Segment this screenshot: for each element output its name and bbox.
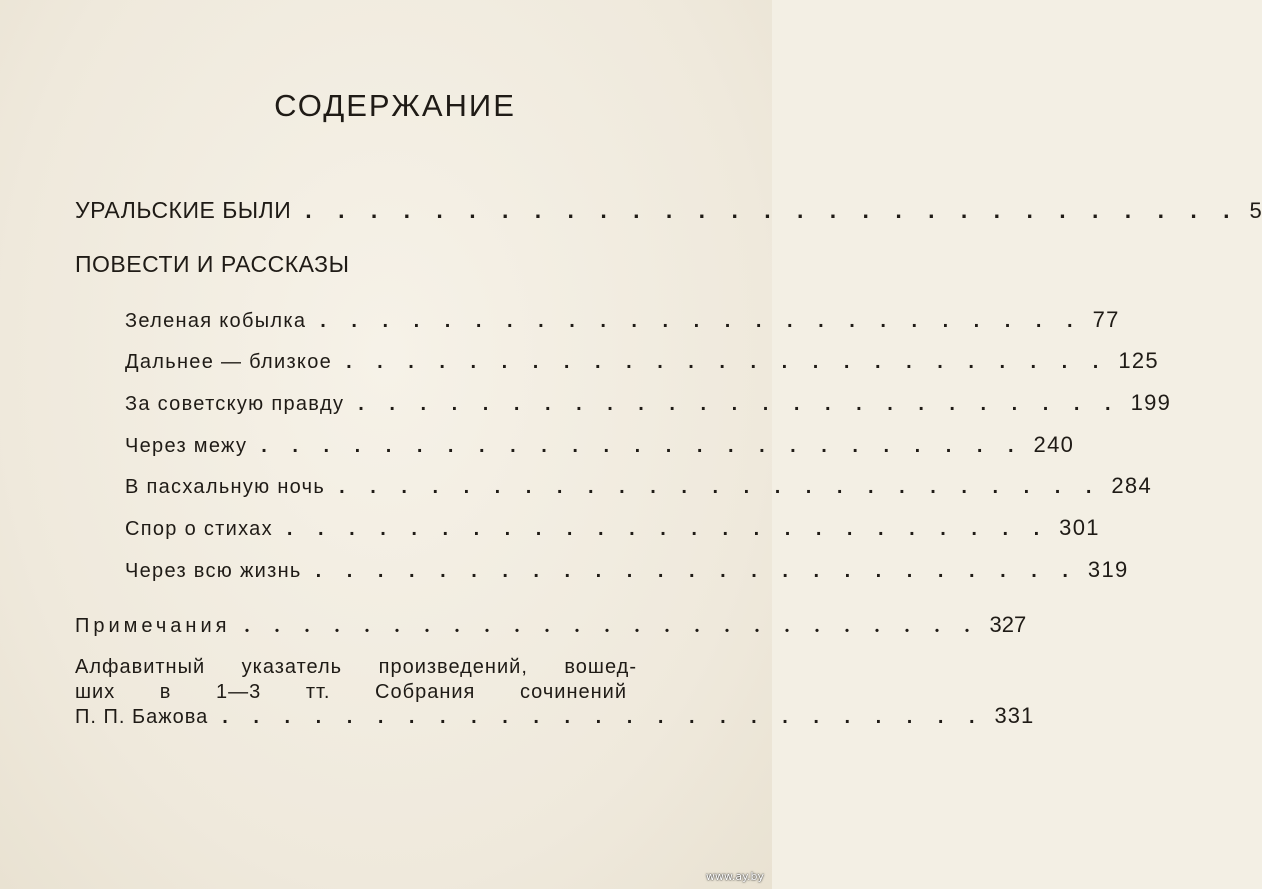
section-heading-povesti [75, 251, 349, 278]
leader-dots: . . . . . . . . . . . . . . . . . . . . . . . . . [339, 476, 1102, 498]
toc-entry-story[interactable] [125, 348, 1159, 374]
leader-dots: . . . . . . . . . . . . . . . . . . . . . . . . . [346, 351, 1109, 373]
leader-dots: . . . . . . . . . . . . . . . . . . . . . . . . . [286, 518, 1050, 540]
toc-entry-label: УРАЛЬСКИЕ БЫЛИ [75, 197, 292, 223]
toc-entry-label: В пасхальную ночь [125, 476, 326, 498]
toc-entry-uralskie[interactable] [75, 197, 1262, 224]
leader-dots: . . . . . . . . . . . . . . . . . . . . . . . . . [315, 560, 1078, 582]
section-heading-label: ПОВЕСТИ И РАССКАЗЫ [75, 251, 350, 277]
toc-entry-story[interactable] [125, 390, 1172, 416]
toc-entry-page: 327 [989, 612, 1027, 637]
leader-dots: . . . . . . . . . . . . . . . . . . . . . . . . . [261, 435, 1024, 457]
toc-entry-index[interactable] [75, 703, 1035, 729]
index-entry-line-1: Алфавитный указатель произведений, вошед- [75, 656, 637, 678]
leader-dots: . . . . . . . . . . . . . . . . . . . . . . . . . [244, 615, 980, 637]
toc-entry-page: 301 [1059, 515, 1100, 540]
toc-entry-notes[interactable] [75, 612, 1027, 638]
toc-entry-label: П. П. Бажова [75, 706, 209, 728]
toc-entry-page: 331 [994, 703, 1035, 728]
toc-entry-page: 5 [1249, 198, 1262, 223]
toc-entry-label: Через всю жизнь [125, 560, 302, 582]
toc-entry-label: Через межу [125, 435, 248, 457]
toc-entry-page: 319 [1087, 557, 1129, 582]
toc-entry-label: Дальнее — близкое [125, 351, 333, 373]
toc-entry-page: 125 [1118, 348, 1159, 373]
toc-entry-label: Примечания [75, 615, 231, 637]
toc-entry-label: За советскую правду [125, 393, 345, 415]
leader-dots: . . . . . . . . . . . . . . . . . . . . . . . . . [222, 706, 985, 728]
leader-dots: . . . . . . . . . . . . . . . . . . . . . . . . . [320, 310, 1083, 332]
toc-entry-story[interactable] [125, 515, 1100, 541]
leader-dots: . . . . . . . . . . . . . . . . . . . . . . . . . [358, 393, 1121, 415]
leader-dots: . . . . . . . . . . . . . . . . . . . . . . . . . . . . . [305, 197, 1240, 223]
toc-entry-story[interactable] [125, 473, 1152, 499]
toc-entry-label: Спор о стихах [125, 518, 273, 540]
toc-entry-page: 284 [1111, 473, 1152, 498]
toc-entry-story[interactable] [125, 432, 1075, 458]
toc-entry-page: 77 [1092, 307, 1120, 332]
page-title: СОДЕРЖАНИЕ [274, 88, 516, 123]
toc-entry-page: 240 [1033, 432, 1075, 457]
toc-entry-story[interactable] [125, 307, 1120, 333]
toc-entry-label: Зеленая кобылка [125, 310, 307, 332]
index-entry-line-2: ших в 1—3 тт. Собрания сочинений [75, 681, 627, 703]
toc-entry-page: 199 [1130, 390, 1172, 415]
toc-entry-story[interactable] [125, 557, 1129, 583]
watermark-text: www.ay.by [705, 870, 764, 883]
